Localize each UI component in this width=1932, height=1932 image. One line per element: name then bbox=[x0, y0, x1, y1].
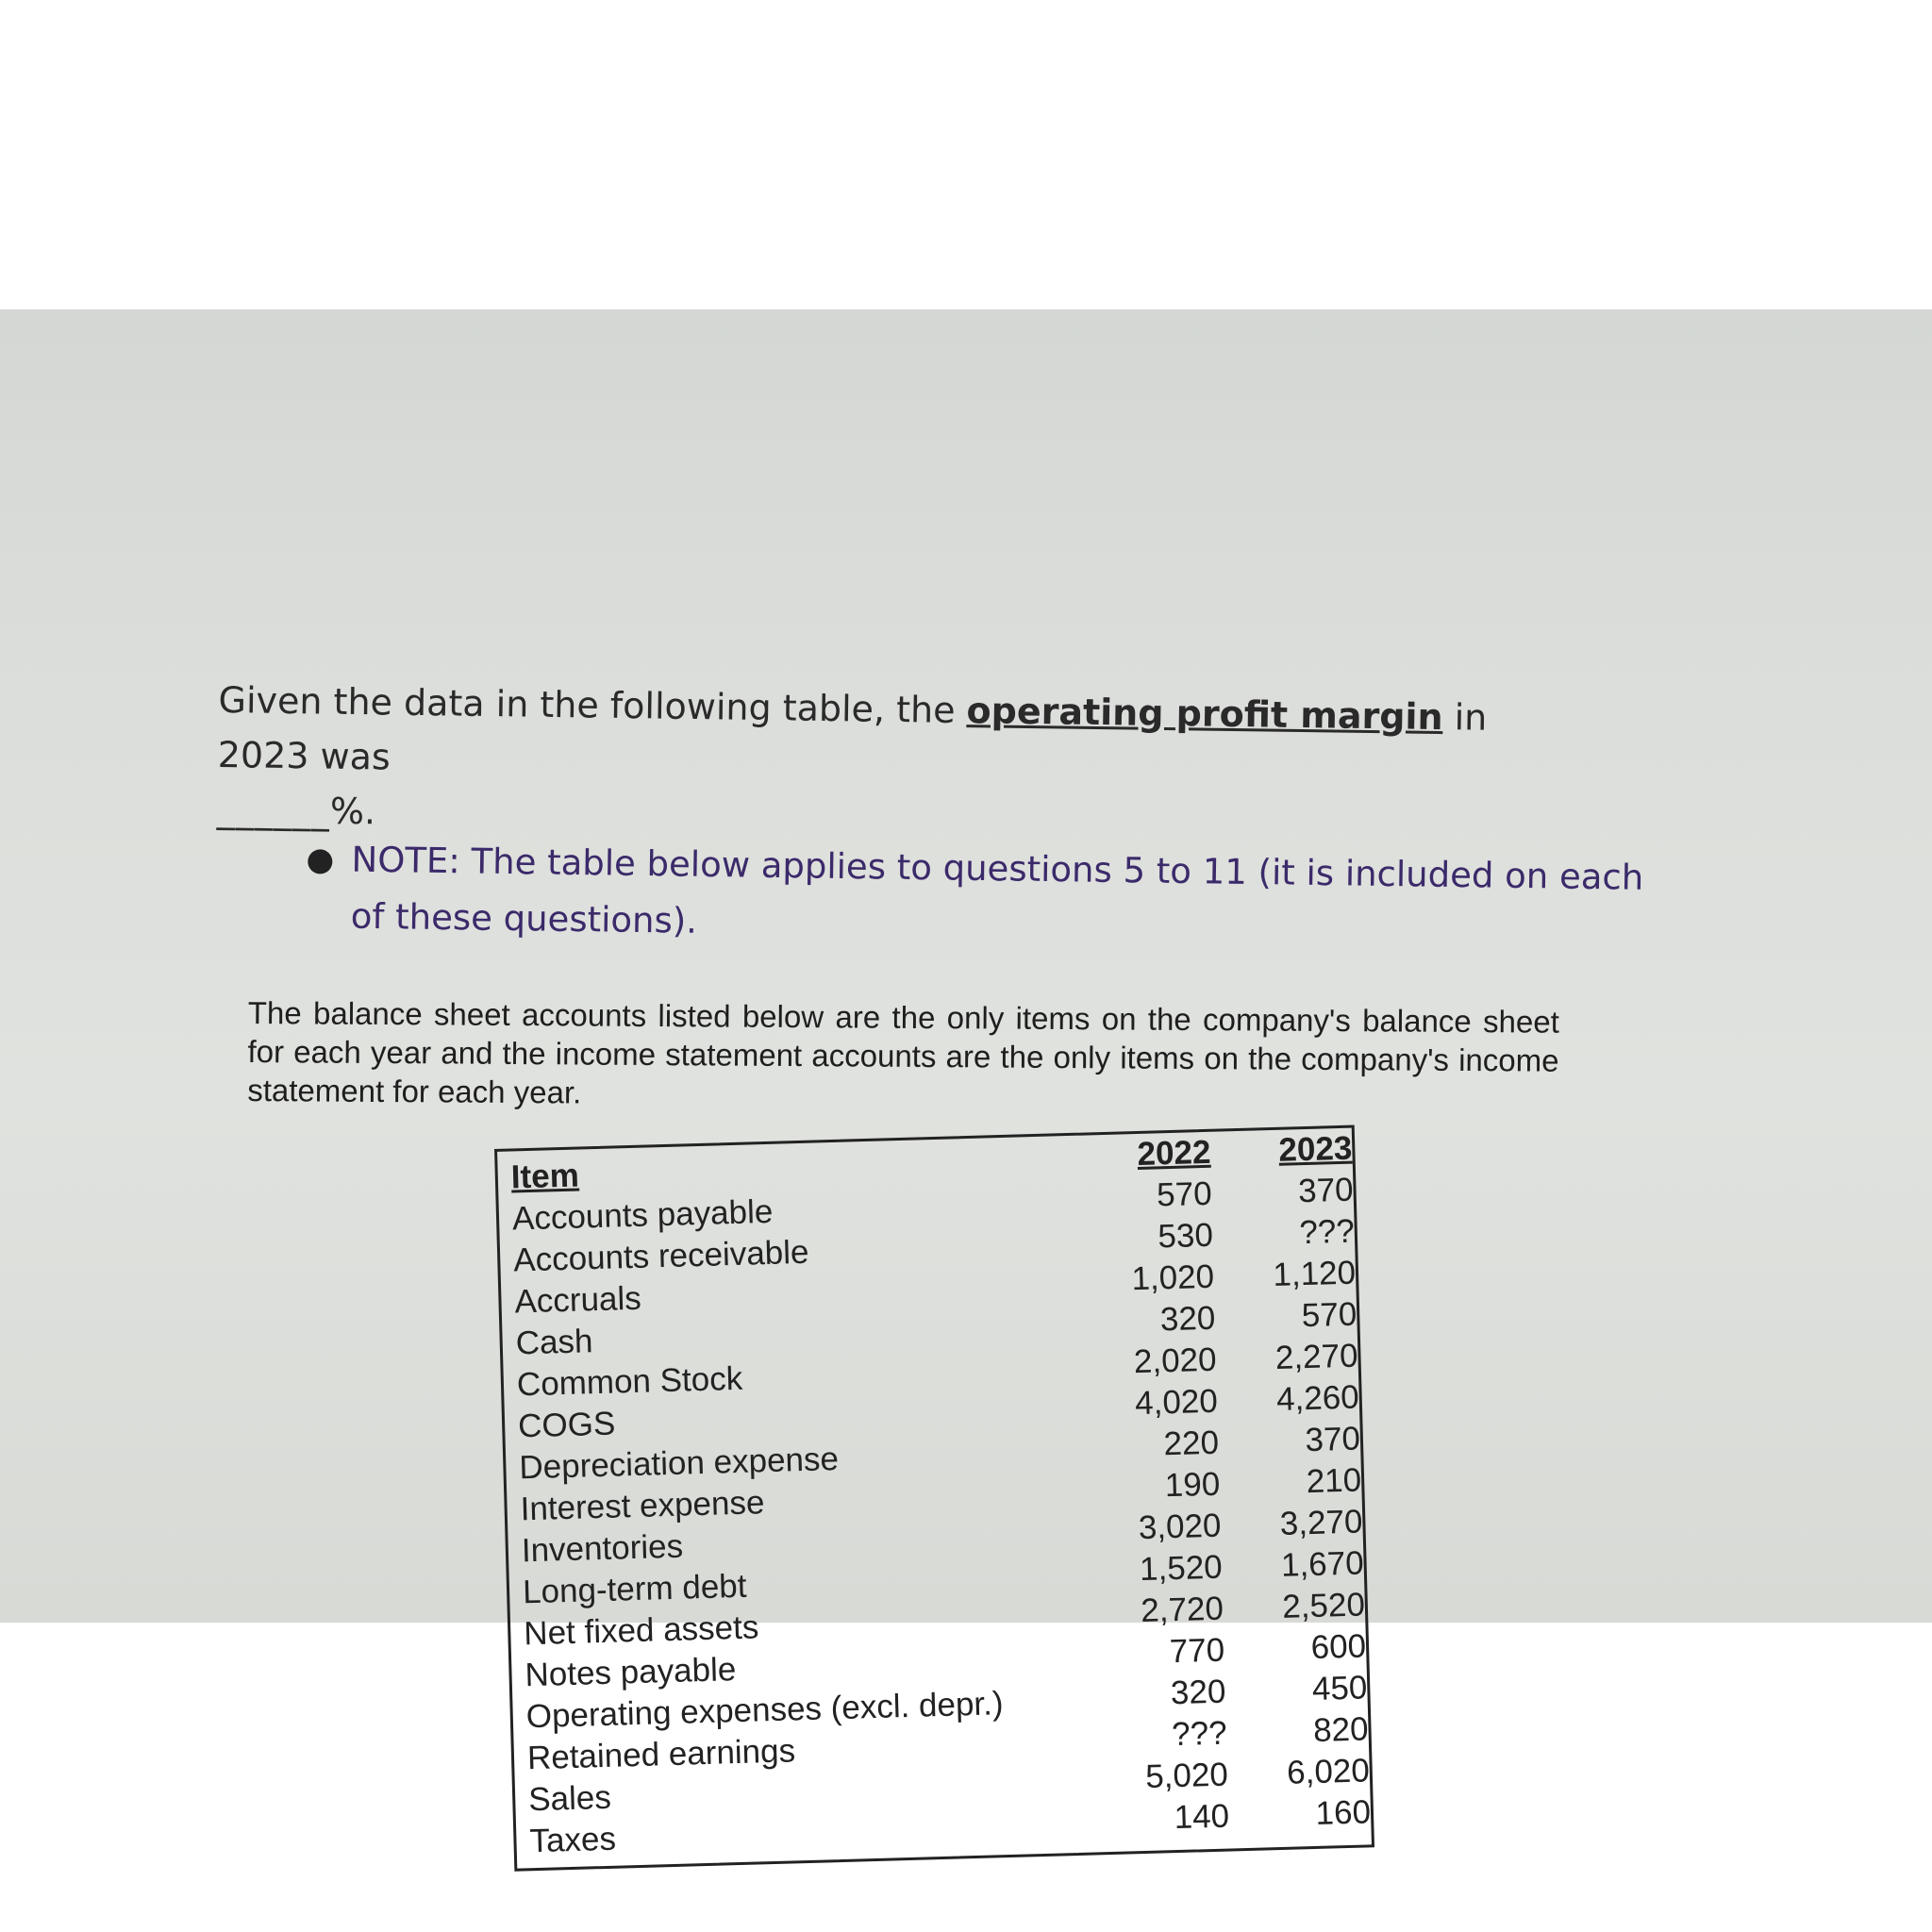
value-2023-cell: 160 bbox=[1315, 1793, 1372, 1832]
item-cell: Long-term debt bbox=[522, 1567, 747, 1611]
value-2022-cell: 3,020 bbox=[1138, 1507, 1222, 1547]
bullet-icon: ● bbox=[306, 840, 335, 879]
item-cell: Interest expense bbox=[520, 1484, 765, 1528]
item-cell: Accounts receivable bbox=[512, 1233, 809, 1279]
item-cell: Notes payable bbox=[525, 1651, 737, 1694]
year-2022-column bbox=[1101, 1132, 1230, 1840]
value-2023-cell: 600 bbox=[1310, 1627, 1367, 1667]
value-2022-cell: 530 bbox=[1157, 1216, 1214, 1256]
value-2022-cell: ??? bbox=[1171, 1714, 1228, 1754]
answer-blank: ______ bbox=[216, 788, 331, 832]
item-cell: Taxes bbox=[528, 1820, 617, 1860]
value-2023-cell: 570 bbox=[1301, 1295, 1357, 1335]
photographed-page bbox=[0, 309, 1932, 1860]
note-text: NOTE: The table below applies to questions 5 to 11 (it is included on each of these questions). bbox=[350, 839, 1644, 941]
value-2022-cell: 190 bbox=[1164, 1465, 1221, 1505]
value-2022-cell: 320 bbox=[1159, 1299, 1216, 1339]
value-2023-cell: 820 bbox=[1312, 1710, 1370, 1749]
question-text bbox=[217, 673, 1577, 856]
question-prefix: Given the data in the following table, the bbox=[218, 678, 967, 732]
value-2023-cell: 370 bbox=[1297, 1171, 1355, 1210]
year-2023-column bbox=[1246, 1128, 1372, 1837]
question-suffix: in 2023 was bbox=[217, 696, 1488, 778]
value-2022-cell: 320 bbox=[1170, 1673, 1226, 1712]
value-2023-cell: 4,260 bbox=[1275, 1378, 1360, 1418]
value-2022-cell: 5,020 bbox=[1144, 1756, 1229, 1795]
item-cell: Sales bbox=[527, 1778, 612, 1819]
value-2023-cell: 210 bbox=[1306, 1461, 1362, 1501]
item-cell: Net fixed assets bbox=[523, 1608, 759, 1653]
value-2022-cell: 1,020 bbox=[1130, 1257, 1215, 1298]
note-bullet bbox=[305, 831, 1684, 963]
item-cell: Common Stock bbox=[516, 1359, 743, 1404]
item-cell: Accounts payable bbox=[511, 1192, 774, 1238]
value-2022-cell: 4,020 bbox=[1134, 1382, 1219, 1423]
value-2022-cell: 2,720 bbox=[1140, 1590, 1224, 1630]
item-cell: Operating expenses (excl. depr.) bbox=[525, 1685, 1004, 1736]
data-table bbox=[494, 1125, 1374, 1872]
answer-unit: %. bbox=[329, 790, 376, 833]
value-2023-cell: 1,670 bbox=[1280, 1544, 1365, 1584]
value-2023-cell: 1,120 bbox=[1272, 1254, 1357, 1293]
item-cell: Depreciation expense bbox=[518, 1440, 840, 1487]
item-cell: Retained earnings bbox=[526, 1732, 796, 1777]
value-2023-cell: ??? bbox=[1298, 1212, 1356, 1252]
value-2023-cell: 370 bbox=[1305, 1420, 1361, 1459]
item-cell: Cash bbox=[515, 1323, 593, 1362]
item-cell: Inventories bbox=[521, 1527, 684, 1570]
value-2022-cell: 1,520 bbox=[1139, 1548, 1224, 1589]
value-2022-cell: 2,020 bbox=[1133, 1341, 1218, 1381]
value-2023-cell: 2,520 bbox=[1281, 1586, 1366, 1625]
value-2023-cell: 2,270 bbox=[1274, 1337, 1359, 1376]
item-cell: Accruals bbox=[513, 1279, 642, 1321]
item-header: Item bbox=[510, 1157, 580, 1196]
value-2022-cell: 570 bbox=[1156, 1174, 1213, 1214]
value-2023-cell: 450 bbox=[1311, 1669, 1368, 1708]
value-2022-cell: 770 bbox=[1169, 1631, 1225, 1671]
year-2022-header: 2022 bbox=[1136, 1133, 1211, 1173]
value-2023-cell: 3,270 bbox=[1279, 1503, 1363, 1542]
intro-paragraph: The balance sheet accounts listed below are the only items on the company's balance sheet for each year and the income statement accounts are the only items on the company's income statement for each year. bbox=[247, 995, 1559, 1110]
question-term: operating profit margin bbox=[966, 690, 1443, 739]
value-2023-cell: 6,020 bbox=[1286, 1752, 1371, 1791]
item-cell: COGS bbox=[517, 1405, 616, 1445]
value-2022-cell: 140 bbox=[1174, 1797, 1230, 1837]
year-2023-header: 2023 bbox=[1277, 1129, 1353, 1169]
item-column bbox=[510, 1143, 1008, 1862]
value-2022-cell: 220 bbox=[1163, 1424, 1220, 1463]
